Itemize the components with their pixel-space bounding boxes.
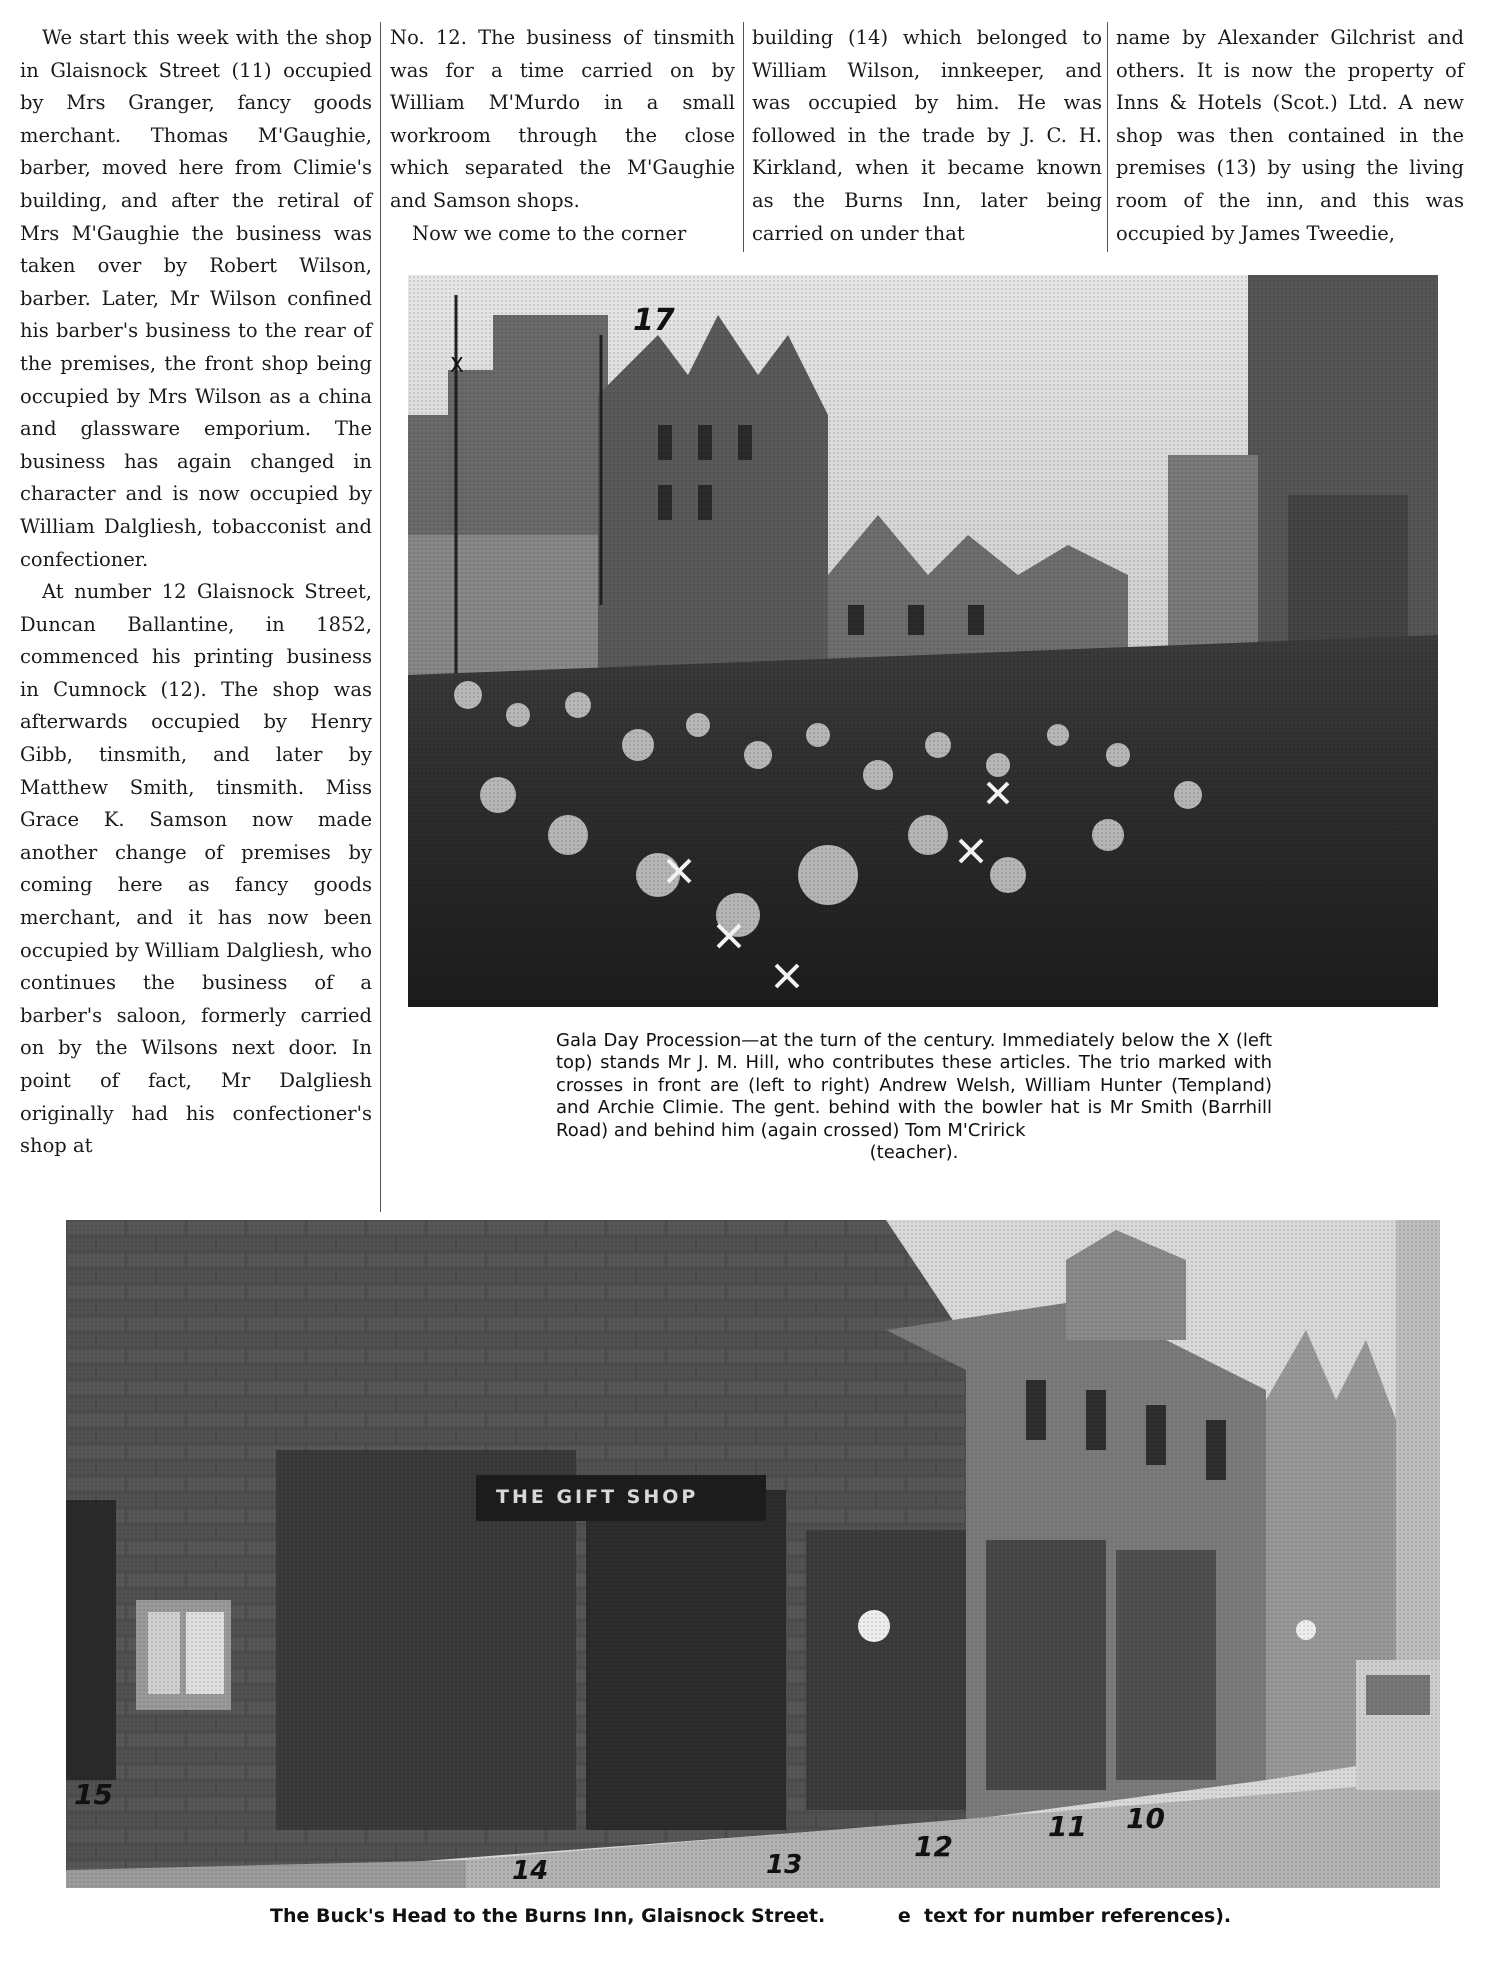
caption-text: Gala Day Procession—at the turn of the century. Immediately below the X (left top) stands Mr J. M. Hill, who contributes these articles. The trio marked with crosses in front are (left to right) Andrew Welsh, William Hunter (Templand) and Archie Climie. The gent. behind with the bowler hat is Mr Smith (Barrhill Road) and behind him (again crossed) Tom M'Cririck [556,1030,1272,1141]
photo-caption-glaisnock-street: The Buck's Head to the Burns Inn, Glaisnock Street. e text for number references). [270,1905,1232,1927]
building-number-14: 14 [512,1856,549,1886]
column-rule [743,22,744,252]
procession-illustration [408,275,1438,1007]
column-rule [1107,22,1108,252]
article-column-3 [752,22,1102,250]
article-column-2 [390,22,735,250]
glaisnock-street-photo [66,1220,1440,1888]
shop-sign: THE GIFT SHOP [496,1486,699,1508]
building-number-13: 13 [766,1850,803,1880]
paragraph: At number 12 Glaisnock Street, Duncan Ballantine, in 1852, commenced his printing business in Cumnock (12). The shop was afterwards occupied by Henry Gibb, tinsmith, and later by Matthew Smith, tinsmith. Miss Grace K. Samson now made another change of premises by coming here as fancy goods merchant, and it has now been occupied by William Dalgliesh, who continues the business of a barber's saloon, formerly carried on by the Wilsons next door. In point of fact, Mr Dalgliesh originally had his confectioner's shop at [20,580,372,1158]
gala-day-procession-photo [408,275,1438,1007]
photo-caption-gala-day [556,1030,1272,1164]
building-number-10: 10 [1126,1802,1165,1835]
paragraph: No. 12. The business of tinsmith was for a time carried on by William M'Murdo in a small workroom through the close which separated the M'Gaughie and Samson shops. [390,26,735,212]
caption-text-end: (teacher). [869,1142,959,1164]
building-number-12: 12 [914,1830,953,1863]
building-number-11: 11 [1048,1810,1087,1843]
article-column-4 [1116,22,1464,250]
street-illustration [66,1220,1440,1888]
photo-number-label: 17 [633,303,675,338]
paragraph: name by Alexander Gilchrist and others. It is now the property of Inns & Hotels (Scot.) Ltd. A new shop was then contained in the premises (13) by using the living room of the inn, and this was occupied by James Tweedie, [1116,26,1464,245]
column-rule [380,22,381,1212]
paragraph: Now we come to the corner [412,221,687,245]
building-number-15: 15 [74,1778,113,1811]
paragraph: building (14) which belonged to William Wilson, innkeeper, and was occupied by him. He was followed in the trade by J. C. H. Kirkland, when it became known as the Burns Inn, later being carried on under that [752,26,1102,245]
x-mark-label: X [450,353,464,377]
article-column-1 [20,22,372,1163]
paragraph: We start this week with the shop in Glaisnock Street (11) occupied by Mrs Granger, fancy goods merchant. Thomas M'Gaughie, barber, moved here from Climie's building, and after the retiral of Mrs M'Gaughie the business was taken over by Robert Wilson, barber. Later, Mr Wilson confined his barber's business to the rear of the premises, the front shop being occupied by Mrs Wilson as a china and glassware emporium. The business has again changed in character and is now occupied by William Dalgliesh, tobacconist and confectioner. [20,26,372,571]
